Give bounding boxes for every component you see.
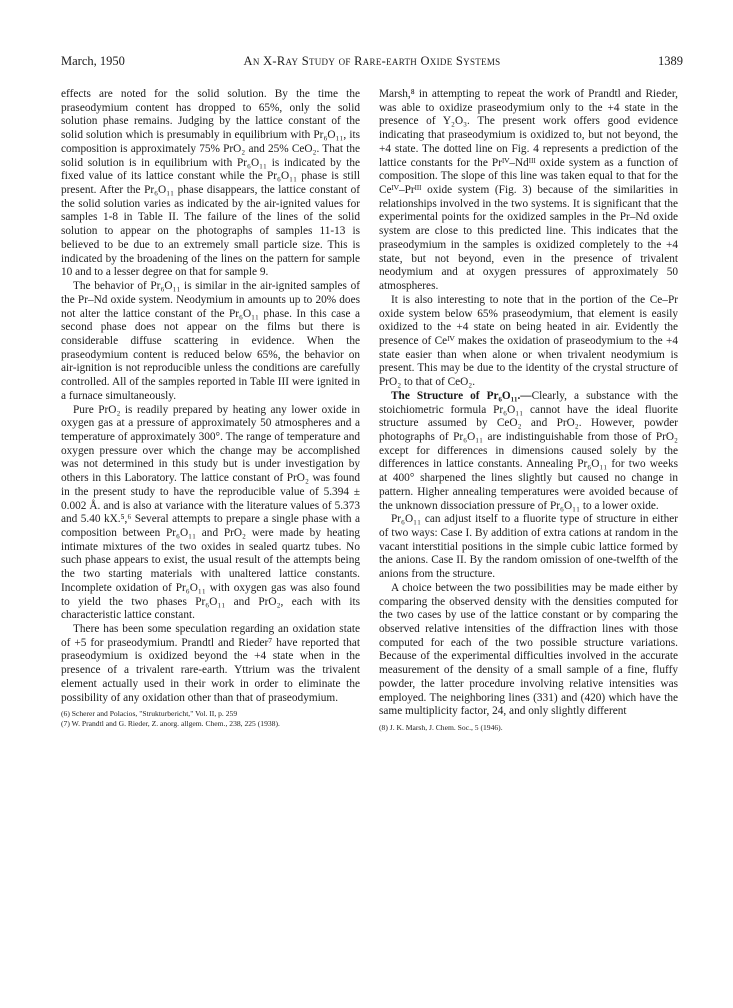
left-paragraph-1: effects are noted for the solid solution. By the time the praseodymium content has dropped to 65%, only the solid solution phase remains. Judging by the lattice constant of the solid solution which is presumably in equilibrium with Pr₆O₁₁, its composition is approximately 75% PrO₂ and 25% CeO₂. That the solid solution is in equilibrium with Pr₆O₁₁ is indicated by the fixed value of its lattice constant while the Pr₆O₁₁ phase is still present. After the Pr₆O₁₁ phase disappears, the lattice constant of the solid solution varies as indicated by the air-ignited values for samples 1-8 in Table II. The failure of the lines of the solid solution to appear on the photographs of samples 11-13 is believed to be due to an extremely small particle size. This is indicated by the broadening of the lines on the pattern for sample 10 and to a lesser degree on that for sample 9. (61, 88, 360, 279)
left-footnotes (61, 709, 360, 729)
right-paragraph-4: Pr₆O₁₁ can adjust itself to a fluorite type of structure in either of two ways: Case I. By addition of extra cations at random in the vacant interstitial positions in the simple cubic lattice formed by the anions. Case II. By the random omission of one-twelfth of the anions from the structure. (379, 513, 678, 581)
right-paragraph-1: Marsh,⁸ in attempting to repeat the work of Prandtl and Rieder, was able to oxidize praseodymium only to the +4 state in the presence of Y₂O₃. The present work offers good evidence indicating that praseodymium is oxidized to, but not beyond, the +4 state. The dotted line on Fig. 4 represents a prediction of the lattice constants for the Prᴵⱽ–Ndᴵᴵᴵ oxide system as a function of composition. The slope of this line was taken equal to that for the Ceᴵⱽ–Prᴵᴵᴵ oxide system (Fig. 3) because of the similarities in relationships involved in the two systems. It is significant that the experimental points for the oxidized samples in the Pr–Nd oxide system are close to this predicted line. This indicates that the praseodymium in the samples is oxidized completely to the +4 state, but not beyond, even in the presence of trivalent neodymium and at oxygen pressures of approximately 50 atmospheres. (379, 88, 678, 293)
footnote-6: (6) Scherer and Polacios, "Strukturbericht," Vol. II, p. 259 (61, 709, 238, 719)
right-footnotes (379, 723, 678, 733)
header-page-number: 1389 (658, 54, 683, 68)
header-title: An X-Ray Study of Rare-earth Oxide Systems (243, 54, 501, 68)
right-paragraph-3-text: Clearly, a substance with the stoichiometric formula Pr₆O₁₁ cannot have the ideal fluorite structure assumed by CeO₂ and PrO₂. However, powder photographs of Pr₆O₁₁ are indistinguishable from those of PrO₂ except for differences in dimensions caused solely by the differences in lattice constants. Annealing Pr₆O₁₁ for two weeks at 400° sharpened the lines slightly but caused no change in pattern. Higher annealing temperatures were avoided because of the unknown dissociation pressure of Pr₆O₁₁ to a lower oxide. (379, 389, 678, 512)
left-paragraph-2: The behavior of Pr₆O₁₁ is similar in the air-ignited samples of the Pr–Nd oxide system. Neodymium in amounts up to 20% does not alter the lattice constant of the Pr₆O₁₁ phase. In this case a second phase does not appear on the films but there is considerable diffuse scattering in evidence. When the praseodymium content is reduced below 65%, the behavior on air-ignition is not reproducible unless the conditions are carefully controlled. All of the samples reported in Table III were ignited in a furnace simultaneously. (61, 280, 360, 402)
footnote-7: (7) W. Prandtl and G. Rieder, Z. anorg. allgem. Chem., 238, 225 (1938). (61, 719, 280, 729)
right-paragraph-5: A choice between the two possibilities may be made either by comparing the observed density with the densities computed for the two cases by use of the lattice constant or by comparing the observed relative intensities of the diffraction lines with those computed for each of the two possible structure variations. Because of the experimental difficulties involved in the accurate measurement of the density of a small sample of a fine, fluffy powder, the latter procedure involving relative intensities was employed. The neighboring lines (331) and (420) which have the same multiplicity factor, 24, and only slightly different (379, 581, 678, 718)
right-column (379, 88, 678, 733)
header-date: March, 1950 (61, 54, 125, 68)
footnote-8: (8) J. K. Marsh, J. Chem. Soc., 5 (1946). (379, 723, 503, 733)
left-column (61, 88, 360, 729)
section-heading: The Structure of Pr₆O₁₁.— (391, 389, 532, 402)
running-header (61, 54, 683, 76)
right-paragraph-3 (379, 390, 678, 513)
left-paragraph-4: There has been some speculation regarding an oxidation state of +5 for praseodymium. Prandtl and Rieder⁷ have reported that praseodymium is oxidized beyond the +4 state when in the presence of a trivalent rare-earth. Yttrium was the trivalent element actually used in their work in order to eliminate the possibility of any oxidation other than that of praseodymium. (61, 623, 360, 704)
left-paragraph-3: Pure PrO₂ is readily prepared by heating any lower oxide in oxygen gas at a pressure of approximately 50 atmospheres and a temperature of approximately 300°. The range of temperature and oxygen pressure over which the change may be accomplished was not determined in this study but is under investigation by others in this Laboratory. The lattice constant of PrO₂ was found in the present study to have the reproducible value of 5.394 ± 0.002 Å. and is also at variance with the literature values of 5.373 and 5.40 kX.⁵,⁶ Several attempts to prepare a single phase with a composition between Pr₆O₁₁ and PrO₂ were made by heating intimate mixtures of the two oxides in sealed quartz tubes. No such phase appears to exist, the usual result of the attempts being the two starting materials with unaltered lattice constants. Incomplete oxidation of Pr₆O₁₁ with oxygen gas was also found to yield the two phases Pr₆O₁₁ and PrO₂, each with its characteristic lattice constant. (61, 403, 360, 622)
right-paragraph-2: It is also interesting to note that in the portion of the Ce–Pr oxide system below 65% praseodymium, that element is easily oxidized to the +4 state on being heated in air. Evidently the presence of Ceᴵⱽ makes the oxidation of praseodymium to the +4 state easier than when alone or when trivalent neodymium is present. This may be due to the identity of the crystal structure of PrO₂ to that of CeO₂. (379, 293, 678, 389)
